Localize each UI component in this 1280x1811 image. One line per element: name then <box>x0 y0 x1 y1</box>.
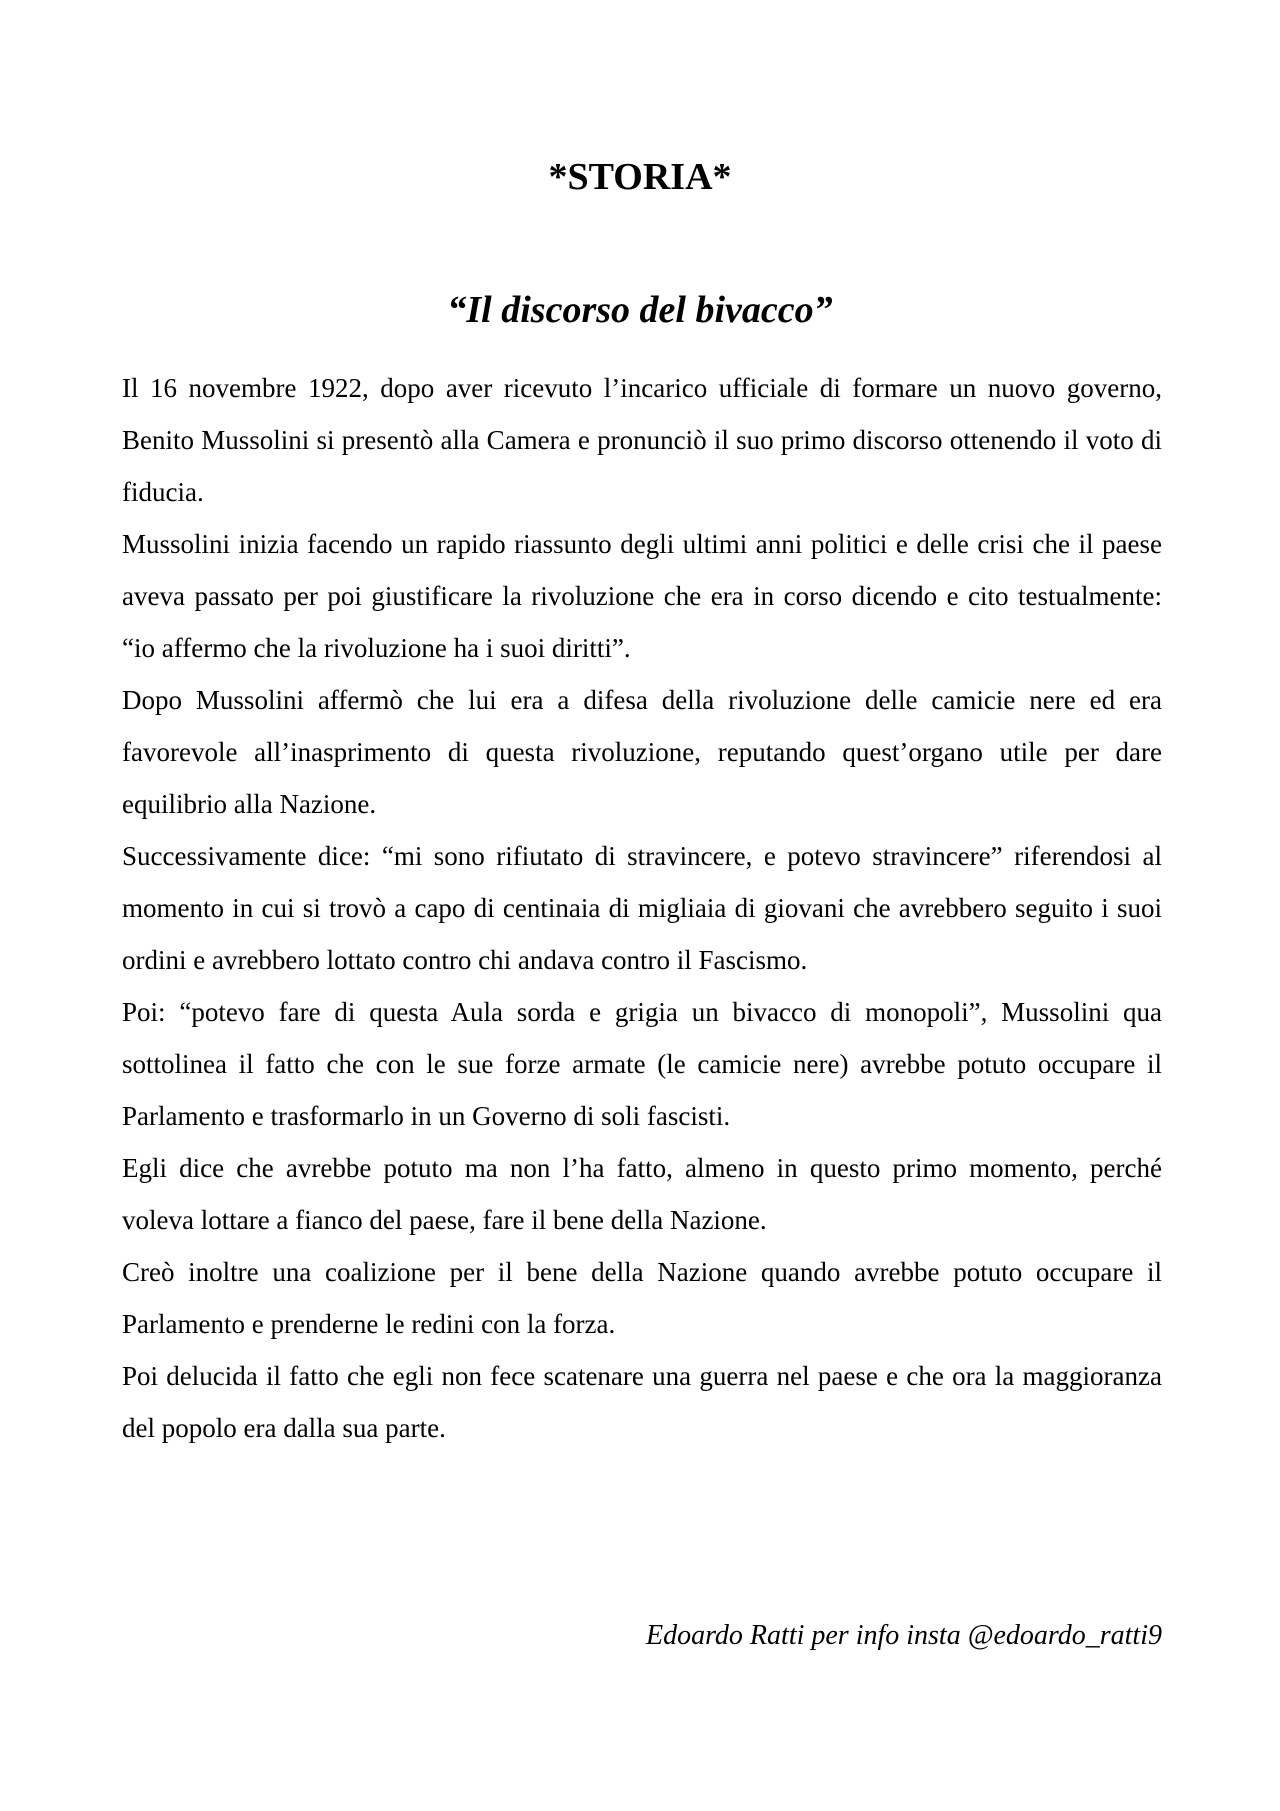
paragraph: Poi: “potevo fare di questa Aula sorda e grigia un bivacco di monopoli”, Mussolini qua sottolinea il fatto che con le sue forze armate (le camicie nere) avrebbe potuto occupare il Parlamento e trasformarlo in un Governo di soli fascisti. <box>122 997 1162 1131</box>
paragraph: Dopo Mussolini affermò che lui era a difesa della rivoluzione delle camicie nere ed era favorevole all’inasprimento di questa rivoluzione, reputando quest’organo utile per dare equilibrio alla Nazione. <box>122 685 1162 819</box>
paragraph: Poi delucida il fatto che egli non fece scatenare una guerra nel paese e che ora la maggioranza del popolo era dalla sua parte. <box>122 1361 1162 1443</box>
paragraph: Il 16 novembre 1922, dopo aver ricevuto l’incarico ufficiale di formare un nuovo governo, Benito Mussolini si presentò alla Camera e pronunciò il suo primo discorso ottenendo il voto di fiducia. <box>122 373 1162 507</box>
paragraph: Successivamente dice: “mi sono rifiutato di stravincere, e potevo stravincere” riferendosi al momento in cui si trovò a capo di centinaia di migliaia di giovani che avrebbero seguito i suoi ordini e avrebbero lottato contro chi andava contro il Fascismo. <box>122 841 1162 975</box>
body-text <box>122 362 1162 1454</box>
author-signature: Edoardo Ratti per info insta @edoardo_ratti9 <box>645 1620 1162 1651</box>
page-subtitle: “Il discorso del bivacco” <box>447 289 833 331</box>
paragraph: Creò inoltre una coalizione per il bene della Nazione quando avrebbe potuto occupare il Parlamento e prenderne le redini con la forza. <box>122 1257 1162 1339</box>
page-title: *STORIA* <box>548 156 732 198</box>
paragraph: Egli dice che avrebbe potuto ma non l’ha fatto, almeno in questo primo momento, perché voleva lottare a fianco del paese, fare il bene della Nazione. <box>122 1153 1162 1235</box>
paragraph: Mussolini inizia facendo un rapido riassunto degli ultimi anni politici e delle crisi che il paese aveva passato per poi giustificare la rivoluzione che era in corso dicendo e cito testualmente: “io affermo che la rivoluzione ha i suoi diritti”. <box>122 529 1162 663</box>
